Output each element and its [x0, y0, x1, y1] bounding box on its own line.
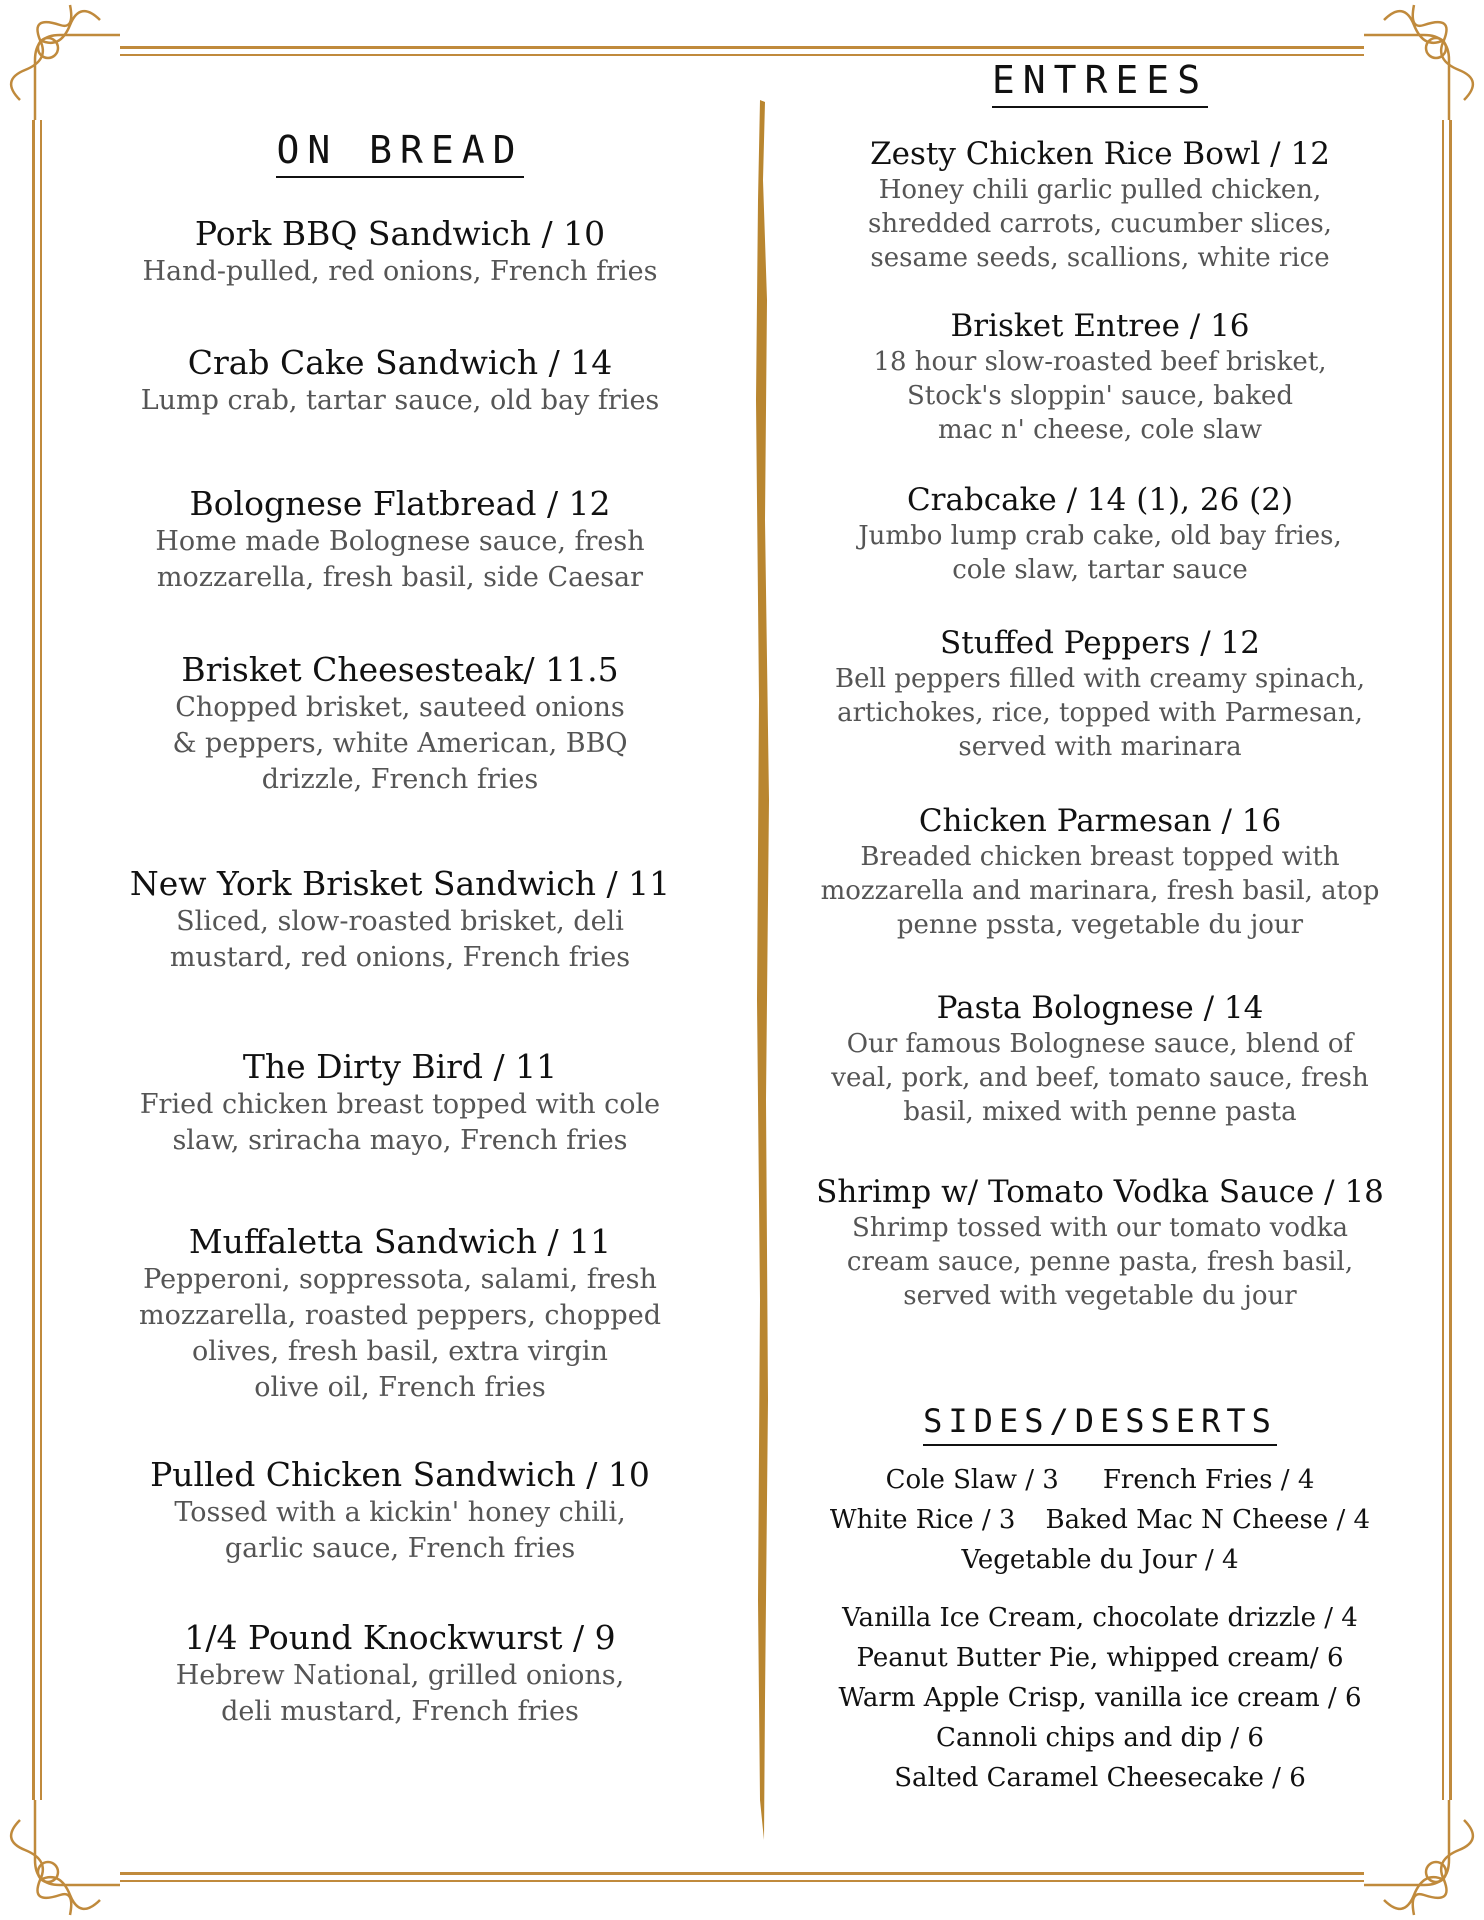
- item-description: Hand-pulled, red onions, French fries: [142, 256, 658, 287]
- item-description: Breaded chicken breast topped with: [860, 842, 1340, 872]
- item-description: Chopped brisket, sauteed onions: [175, 692, 625, 723]
- item-description: artichokes, rice, topped with Parmesan,: [837, 698, 1363, 728]
- item-description: veal, pork, and beef, tomato sauce, fresh: [831, 1063, 1369, 1093]
- menu-item: [70, 1618, 730, 1730]
- dessert-item: Vanilla Ice Cream, chocolate drizzle / 4: [842, 1603, 1358, 1633]
- menu-item: [70, 1222, 730, 1406]
- dessert-item: Cannoli chips and dip / 6: [936, 1723, 1264, 1753]
- item-title: Zesty Chicken Rice Bowl / 12: [870, 136, 1330, 172]
- frame-bottom-outer: [120, 1872, 1364, 1875]
- frame-right-outer: [1449, 120, 1452, 1800]
- corner-ornament-icon: [0, 0, 120, 120]
- section-heading-sides-desserts: SIDES/DESSERTS: [770, 1402, 1430, 1440]
- item-description: Shrimp tossed with our tomato vodka: [852, 1213, 1348, 1243]
- item-description: olive oil, French fries: [254, 1372, 546, 1403]
- side-item: Baked Mac N Cheese / 4: [1045, 1505, 1371, 1535]
- item-title: Chicken Parmesan / 16: [918, 803, 1282, 839]
- corner-ornament-icon: [1364, 1800, 1484, 1920]
- item-description: Home made Bolognese sauce, fresh: [155, 526, 645, 557]
- item-description: Hebrew National, grilled onions,: [175, 1660, 625, 1691]
- item-description: cole slaw, tartar sauce: [952, 555, 1248, 585]
- item-description: served with marinara: [958, 732, 1242, 762]
- item-description: shredded carrots, cucumber slices,: [868, 209, 1332, 239]
- menu-item: [770, 1173, 1430, 1313]
- item-title: Crab Cake Sandwich / 14: [187, 343, 613, 382]
- item-title: Stuffed Peppers / 12: [940, 625, 1260, 661]
- frame-right-inner: [1442, 120, 1444, 1800]
- menu-item: [770, 624, 1430, 764]
- dessert-item: Salted Caramel Cheesecake / 6: [894, 1763, 1306, 1793]
- item-description: mozzarella, roasted peppers, chopped: [139, 1300, 661, 1331]
- item-description: Honey chili garlic pulled chicken,: [878, 175, 1322, 205]
- dessert-item: Peanut Butter Pie, whipped cream/ 6: [856, 1643, 1344, 1673]
- item-description: penne pssta, vegetable du jour: [896, 910, 1304, 940]
- item-title: Crabcake / 14 (1), 26 (2): [906, 482, 1294, 518]
- item-description: olives, fresh basil, extra virgin: [192, 1336, 608, 1367]
- menu-item: [70, 864, 730, 976]
- item-description: mustard, red onions, French fries: [169, 942, 631, 973]
- side-item: French Fries / 4: [1102, 1465, 1315, 1495]
- dessert-item: Warm Apple Crisp, vanilla ice cream / 6: [838, 1683, 1362, 1713]
- item-description: mozzarella and marinara, fresh basil, atop: [820, 876, 1380, 906]
- item-description: basil, mixed with penne pasta: [903, 1097, 1297, 1127]
- side-item: Vegetable du Jour / 4: [961, 1545, 1239, 1575]
- side-item: White Rice / 3: [829, 1505, 1016, 1535]
- menu-item: [70, 214, 730, 290]
- menu-item: [70, 343, 730, 419]
- item-description: slaw, sriracha mayo, French fries: [172, 1125, 628, 1156]
- item-title: Brisket Entree / 16: [950, 308, 1250, 344]
- item-title: Bolognese Flatbread / 12: [189, 484, 611, 523]
- item-description: mac n' cheese, cole slaw: [937, 415, 1263, 445]
- item-description: garlic sauce, French fries: [224, 1533, 576, 1564]
- item-title: Shrimp w/ Tomato Vodka Sauce / 18: [816, 1174, 1384, 1210]
- item-description: Sliced, slow-roasted brisket, deli: [176, 906, 624, 937]
- item-description: Tossed with a kickin' honey chili,: [174, 1497, 626, 1528]
- sides-row: [770, 1540, 1430, 1580]
- item-title: New York Brisket Sandwich / 11: [129, 864, 671, 903]
- section-heading-entrees: ENTREES: [770, 58, 1430, 102]
- item-title: Muffaletta Sandwich / 11: [188, 1222, 612, 1261]
- desserts-list: [770, 1598, 1430, 1798]
- frame-bottom-inner: [120, 1880, 1364, 1882]
- item-description: Fried chicken breast topped with cole: [139, 1089, 661, 1120]
- menu-item: [70, 1455, 730, 1567]
- item-title: Pulled Chicken Sandwich / 10: [150, 1455, 650, 1494]
- item-title: Pork BBQ Sandwich / 10: [194, 214, 606, 253]
- frame-left-outer: [32, 120, 35, 1800]
- menu-item: [770, 135, 1430, 275]
- menu-item: [770, 802, 1430, 942]
- frame-top-outer: [120, 46, 1364, 49]
- menu-item: [770, 481, 1430, 587]
- item-title: The Dirty Bird / 11: [242, 1047, 558, 1086]
- side-item: Cole Slaw / 3: [885, 1465, 1059, 1495]
- item-description: drizzle, French fries: [261, 764, 539, 795]
- item-title: Pasta Bolognese / 14: [936, 990, 1264, 1026]
- item-description: Our famous Bolognese sauce, blend of: [846, 1029, 1354, 1059]
- item-description: Stock's sloppin' sauce, baked: [906, 381, 1294, 411]
- item-description: & peppers, white American, BBQ: [172, 728, 628, 759]
- sides-row: [770, 1460, 1430, 1500]
- item-title: Brisket Cheesesteak/ 11.5: [181, 650, 619, 689]
- item-description: Pepperoni, soppressota, salami, fresh: [143, 1264, 657, 1295]
- item-description: mozzarella, fresh basil, side Caesar: [156, 562, 644, 593]
- corner-ornament-icon: [0, 1800, 120, 1920]
- item-description: served with vegetable du jour: [903, 1281, 1297, 1311]
- menu-item: [70, 1047, 730, 1159]
- section-heading-on-bread: ON BREAD: [70, 128, 730, 172]
- item-description: Lump crab, tartar sauce, old bay fries: [140, 385, 660, 416]
- item-description: Bell peppers filled with creamy spinach,: [834, 664, 1366, 694]
- frame-left-inner: [40, 120, 42, 1800]
- menu-item: [770, 989, 1430, 1129]
- sides-list: [770, 1460, 1430, 1580]
- menu-item: [70, 484, 730, 596]
- menu-item: [770, 307, 1430, 447]
- item-description: deli mustard, French fries: [221, 1696, 579, 1727]
- item-description: cream sauce, penne pasta, fresh basil,: [846, 1247, 1354, 1277]
- item-description: sesame seeds, scallions, white rice: [870, 243, 1330, 273]
- sides-row: [770, 1500, 1430, 1540]
- item-description: Jumbo lump crab cake, old bay fries,: [858, 521, 1342, 551]
- item-description: 18 hour slow-roasted beef brisket,: [873, 347, 1327, 377]
- frame-top-inner: [120, 54, 1364, 56]
- item-title: 1/4 Pound Knockwurst / 9: [184, 1618, 616, 1657]
- menu-item: [70, 650, 730, 798]
